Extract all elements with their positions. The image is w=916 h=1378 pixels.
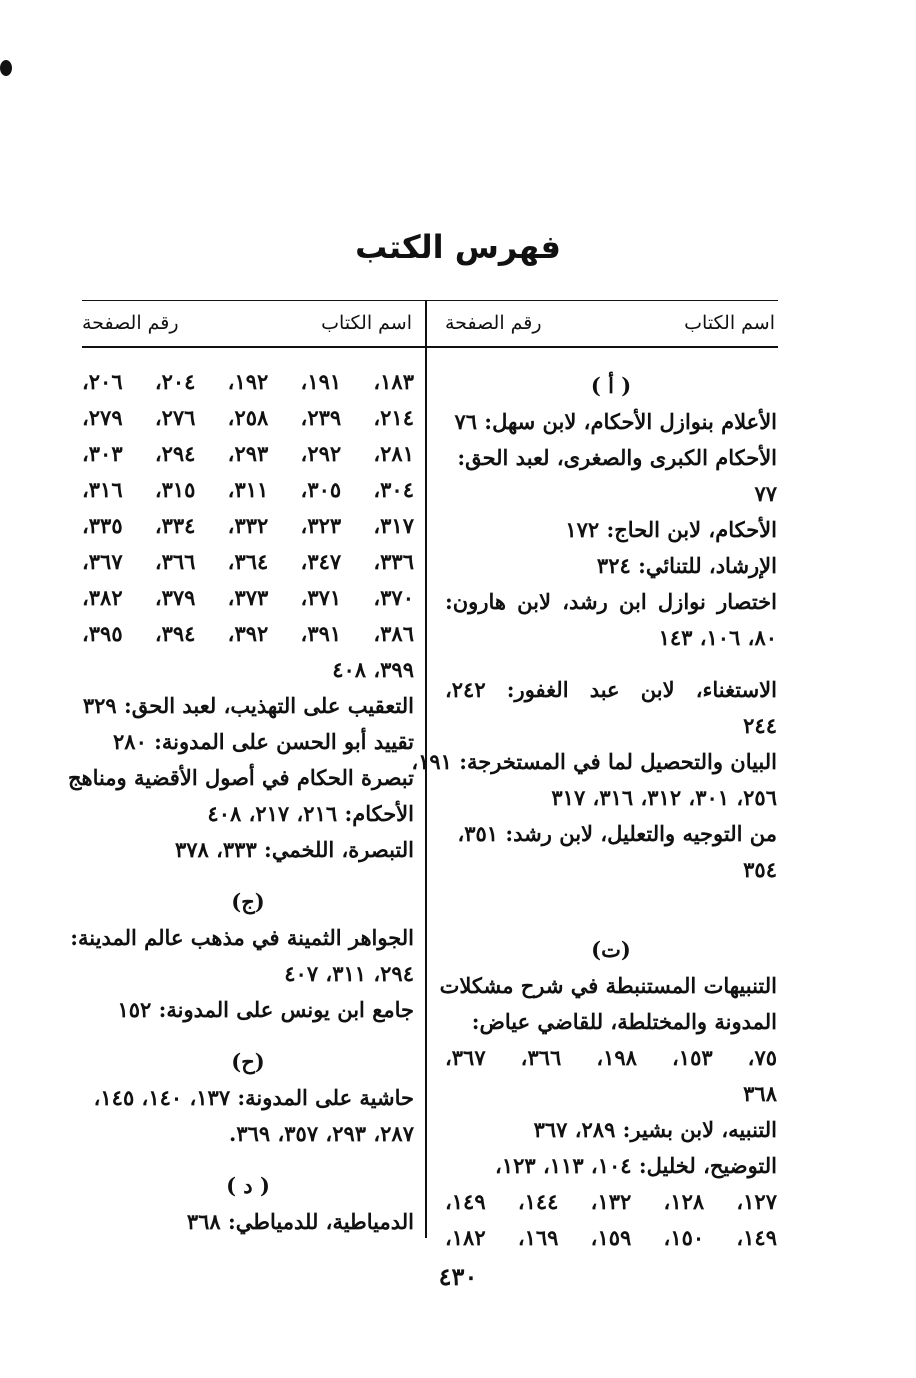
index-line: تقييد أبو الحسن على المدونة: ٢٨٠ <box>113 729 414 754</box>
index-line: ١٨٣، ١٩١، ١٩٢، ٢٠٤، ٢٠٦، <box>82 369 414 394</box>
page-number-header: رقم الصفحة <box>445 312 542 334</box>
left-column-header <box>82 305 412 341</box>
index-line: الجواهر الثمينة في مذهب عالم المدينة: <box>70 925 414 950</box>
index-line: ٢٤٤ <box>743 713 777 738</box>
index-line: التبصرة، اللخمي: ٣٣٣، ٣٧٨ <box>174 837 414 862</box>
spacer <box>445 888 777 932</box>
section-letter: (ت) <box>591 937 631 962</box>
index-line: المدونة والمختلطة، للقاضي عياض: <box>471 1009 777 1034</box>
page-title: فهرس الكتب <box>355 228 561 266</box>
book-name-header: اسم الكتاب <box>321 312 412 334</box>
index-line: الاستغناء، لابن عبد الغفور: ٢٤٢، <box>445 677 777 702</box>
section-letter: ( د ) <box>226 1173 270 1198</box>
index-line: الأحكام: ٢١٦، ٢١٧، ٤٠٨ <box>207 801 414 826</box>
index-line: التوضيح، لخليل: ١٠٤، ١١٣، ١٢٣، <box>495 1153 777 1178</box>
index-line: من التوجيه والتعليل، لابن رشد: ٣٥١، <box>457 821 777 846</box>
index-line: الدمياطية، للدمياطي: ٣٦٨ <box>186 1209 414 1234</box>
index-line: ٣٨٦، ٣٩١، ٣٩٢، ٣٩٤، ٣٩٥، <box>82 621 414 646</box>
index-line: حاشية على المدونة: ١٣٧، ١٤٠، ١٤٥، <box>93 1085 414 1110</box>
index-line: ٣٦٨ <box>743 1081 777 1106</box>
index-line: ٢١٤، ٢٣٩، ٢٥٨، ٢٧٦، ٢٧٩، <box>82 405 414 430</box>
book-name-header: اسم الكتاب <box>684 312 775 334</box>
index-line: ٣١٧، ٣٢٣، ٣٣٢، ٣٣٤، ٣٣٥، <box>82 513 414 538</box>
table-top-rule <box>82 300 778 301</box>
index-line: اختصار نوازل ابن رشد، لابن هارون: <box>445 589 777 614</box>
table-header-rule <box>82 346 778 348</box>
index-line: الأحكام، لابن الحاج: ١٧٢ <box>565 517 777 542</box>
index-line: تبصرة الحكام في أصول الأقضية ومناهج <box>67 765 414 790</box>
index-line: ٣٣٦، ٣٤٧، ٣٦٤، ٣٦٦، ٣٦٧، <box>82 549 414 574</box>
section-letter: ( أ ) <box>590 373 632 398</box>
right-column <box>411 368 778 1256</box>
left-column <box>67 364 414 1240</box>
scan-mark <box>0 60 12 76</box>
index-line: ٣٩٩، ٤٠٨ <box>332 657 414 682</box>
index-line: البيان والتحصيل لما في المستخرجة: ١٩١، <box>411 749 777 774</box>
index-line: ٣٥٤ <box>743 857 777 882</box>
index-line: التنبيهات المستنبطة في شرح مشكلات <box>439 973 777 998</box>
spacer <box>82 1028 414 1044</box>
index-line: الأعلام بنوازل الأحكام، لابن سهل: ٧٦ <box>454 409 777 434</box>
index-line: ٢٨٧، ٢٩٣، ٣٥٧، ٣٦٩. <box>229 1121 414 1146</box>
index-line: الإرشاد، للتنائي: ٣٢٤ <box>596 553 777 578</box>
spacer <box>82 868 414 884</box>
page-number-header: رقم الصفحة <box>82 312 179 334</box>
index-line: التعقيب على التهذيب، لعبد الحق: ٣٢٩ <box>82 693 414 718</box>
index-line: الأحكام الكبرى والصغرى، لعبد الحق: <box>457 445 777 470</box>
index-line: ٢٩٤، ٣١١، ٤٠٧ <box>284 961 414 986</box>
section-letter: (ح) <box>231 1049 265 1074</box>
spacer <box>445 656 777 672</box>
index-line: التنبيه، لابن بشير: ٢٨٩، ٣٦٧ <box>533 1117 777 1142</box>
spacer <box>82 1152 414 1168</box>
section-letter: (ج) <box>231 889 265 914</box>
index-line: ٣٠٤، ٣٠٥، ٣١١، ٣١٥، ٣١٦، <box>82 477 414 502</box>
index-line: ١٤٩، ١٥٠، ١٥٩، ١٦٩، ١٨٢، <box>445 1225 777 1250</box>
index-line: جامع ابن يونس على المدونة: ١٥٢ <box>117 997 414 1022</box>
index-line: ٧٧ <box>754 481 777 506</box>
page-number: ٤٣٠ <box>438 1262 478 1291</box>
index-line: ٨٠، ١٠٦، ١٤٣ <box>658 625 777 650</box>
index-line: ٣٧٠، ٣٧١، ٣٧٣، ٣٧٩، ٣٨٢، <box>82 585 414 610</box>
right-column-header <box>445 305 775 341</box>
index-line: ٢٥٦، ٣٠١، ٣١٢، ٣١٦، ٣١٧ <box>551 785 777 810</box>
index-line: ٧٥، ١٥٣، ١٩٨، ٣٦٦، ٣٦٧، <box>445 1045 778 1070</box>
index-line: ٢٨١، ٢٩٢، ٢٩٣، ٢٩٤، ٣٠٣، <box>82 441 414 466</box>
index-line: ١٢٧، ١٢٨، ١٣٢، ١٤٤، ١٤٩، <box>445 1189 777 1214</box>
